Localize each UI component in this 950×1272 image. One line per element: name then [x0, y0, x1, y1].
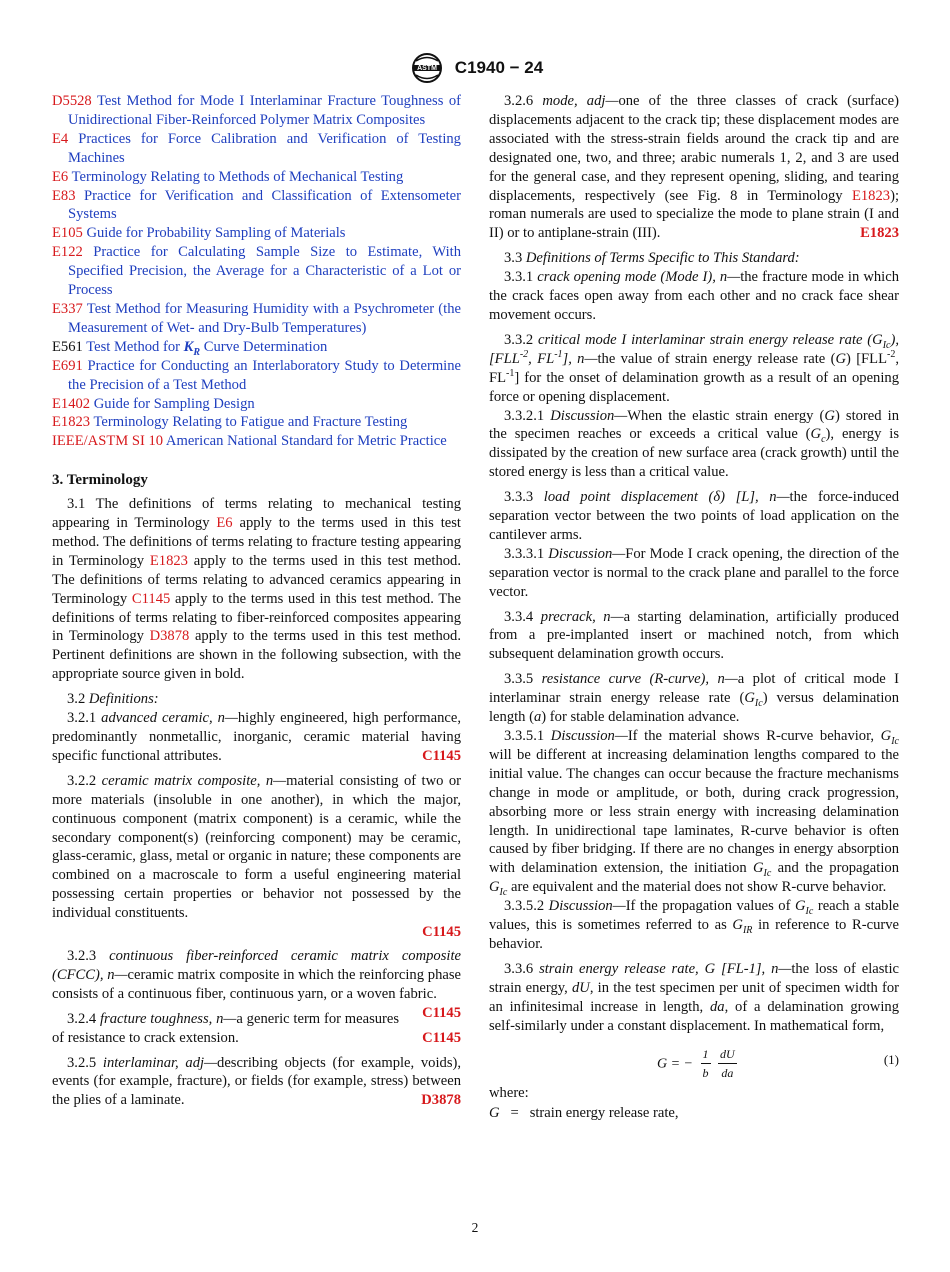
- reference-item[interactable]: [52, 92, 461, 130]
- reference-code[interactable]: E691: [52, 357, 83, 374]
- definition-3-3-2: 3.3.2 critical mode I interlaminar strain energy release rate $(G_{Ic})$, [$FLL^{-2}$, $FL^{-1}$], n—the value of strain energy release rate (G) [$FLL^{-2}$, $FL^{-1}$] for the onset of delamination growth as a result of an opening force or opening displacement.: [489, 331, 899, 405]
- reference-title[interactable]: Practice for Verification and Classification of Extensometer Systems: [68, 187, 461, 223]
- where-label: where:: [489, 1084, 529, 1101]
- source-code[interactable]: C1145: [422, 1029, 461, 1046]
- reference-title[interactable]: American National Standard for Metric Practice: [165, 433, 447, 450]
- reference-title[interactable]: Terminology Relating to Methods of Mechanical Testing: [71, 168, 404, 185]
- where-item: G = strain energy release rate,: [489, 1105, 679, 1122]
- term: strain energy release rate, G [FL-1], n—: [539, 960, 792, 977]
- discussion-3-3-3-1: 3.3.3.1 Discussion—For Mode I crack opening, the direction of the separation vector is normal to the crack plane and parallel to the force vector.: [489, 545, 899, 600]
- reference-code[interactable]: IEEE/ASTM SI 10: [52, 433, 164, 450]
- link-d3878[interactable]: D3878: [149, 628, 190, 645]
- discussion-3-3-5-2: 3.3.5.2 Discussion—If the propagation values of $G_{Ic}$ reach a stable values, this is sometimes referred to as $G_{IR}$ in reference to R-curve behavior.: [489, 898, 900, 952]
- term: fracture toughness, n—: [100, 1010, 237, 1027]
- source-code[interactable]: C1145: [422, 1004, 461, 1021]
- discussion-3-3-5-1: 3.3.5.1 Discussion—If the material shows R-curve behavior, $G_{Ic}$ will be different at increasing delamination lengths compared to the initial value. The changes can occur because the fracture mechanisms change in mode or amplitude, or both, during crack progression, absorbing more or less strain energy with increasing delamination length. In unidirectional tape laminates, R-curve behavior is often caused by fiber bridging. If there are no changes in energy absorption with delamination extension, the initiation $G_{Ic}$ and the propagation $G_{Ic}$ are equivalent and the material does not show R-curve behavior.: [489, 728, 899, 899]
- reference-title[interactable]: Test Method for Mode I Interlaminar Fracture Toughness of Unidirectional Fiber-Reinforced Polymer Matrix Composites: [68, 93, 462, 128]
- reference-item[interactable]: [52, 243, 461, 300]
- link-e6[interactable]: E6: [216, 515, 233, 532]
- definition-3-3-6: 3.3.6 strain energy release rate, G [FL-1], n—the loss of elastic strain energy, dU, in the test specimen per unit of specimen width for an infinitesimal increase in length, da, of a delamination growing self-similarly under a constant displacement. In mathematical form,: [489, 960, 899, 1034]
- reference-title[interactable]: Test Method for $K_R$ Curve Determination: [86, 338, 328, 358]
- term: interlaminar, adj—: [102, 1054, 218, 1071]
- term: continuous fiber-reinforced ceramic matrix composite (CFCC), n—: [52, 947, 461, 983]
- term: mode, adj—: [542, 93, 619, 109]
- reference-code[interactable]: E6: [52, 168, 69, 185]
- left-column: [52, 92, 461, 1110]
- source-code[interactable]: E1823: [860, 225, 899, 242]
- equation-body: G = − $\frac{1}{b}$ $\frac{dU}{da}$: [657, 1046, 735, 1081]
- definition-3-2-6: 3.2.6 mode, adj—one of the three classes of crack (surface) displacements adjacent to the crack tip; these displacement modes are associated with the stress-strain fields around the crack tip and are designated one, two, and three; arabic numerals 1, 2, and 3 are used for the general case, and they represent opening, sliding, and tearing displacements, respectively (see Fig. 8 in Terminology E1823); roman numerals are used to specialize the mode to plane strain (I and II) or to antiplane-strain (III). E1823: [489, 93, 899, 242]
- definition-3-2-3: 3.2.3 continuous fiber-reinforced ceramic matrix composite (CFCC), n—ceramic matrix composite in which the reinforcing phase consists of a continuous fiber, continuous yarn, or a woven fabric. C1145: [52, 947, 462, 1021]
- source-code[interactable]: C1145: [422, 747, 461, 764]
- reference-item[interactable]: [52, 130, 461, 168]
- reference-title[interactable]: Guide for Sampling Design: [93, 395, 255, 412]
- discussion-3-3-2-1: 3.3.2.1 Discussion—When the elastic strain energy (G) stored in the specimen reaches or exceeds a critical value $(G_c)$, energy is dissipated by the creation of new surface area (crack growth) until the stored energy is less than a critical value.: [489, 407, 899, 481]
- term: resistance curve (R-curve), n—: [541, 671, 738, 688]
- page-number: 2: [471, 1220, 479, 1235]
- reference-title[interactable]: Terminology Relating to Fatigue and Fracture Testing: [93, 414, 408, 431]
- reference-title[interactable]: Guide for Probability Sampling of Materials: [86, 225, 346, 242]
- document-id: C1940 − 24: [454, 58, 544, 77]
- reference-code[interactable]: E1402: [52, 395, 91, 412]
- reference-code[interactable]: E4: [52, 130, 69, 147]
- link-c1145[interactable]: C1145: [131, 590, 171, 607]
- reference-code[interactable]: E337: [52, 300, 83, 317]
- reference-code[interactable]: E83: [52, 187, 76, 204]
- term: ceramic matrix composite, n—: [101, 772, 287, 789]
- section-heading: 3. Terminology: [52, 472, 148, 489]
- reference-title[interactable]: Test Method for Measuring Humidity with a Psychrometer (the Measurement of Wet- and Dry-Bulb Temperatures): [68, 300, 461, 336]
- equation-1: [489, 1042, 899, 1082]
- reference-item[interactable]: [52, 357, 461, 395]
- reference-title[interactable]: Practice for Calculating Sample Size to Estimate, With Specified Precision, the Average for a Characteristic of a Lot or Process: [68, 244, 461, 299]
- link-e1823[interactable]: E1823: [149, 552, 188, 569]
- term: advanced ceramic, n—: [101, 710, 238, 727]
- definition-3-2-5: 3.2.5 interlaminar, adj—describing objects (for example, voids), events (for example, fracture), or fields (for example, stress) between the plies of a laminate. D3878: [52, 1054, 462, 1109]
- paragraph-3-2: 3.2 Definitions:: [67, 691, 159, 708]
- paragraph-3-1: 3.1 The definitions of terms relating to mechanical testing appearing in Terminology E6 apply to the terms used in this test method. The definitions of terms relating to fracture testing appearing in Terminology E1823 apply to the terms used in this test method. The definitions of terms relating to advanced ceramics appearing in Terminology C1145 apply to the terms used in this test method. The definitions of terms relating to fiber-reinforced composites appearing in Terminology D3878 apply to the terms used in this test method. Pertinent definitions are shown in the following subsection, with the appropriate source given in bold.: [52, 496, 462, 683]
- term: critical mode I interlaminar strain energy release rate $(G_{Ic})$, [$FLL^{-2}$, $FL^{-1}$], n—: [489, 331, 899, 367]
- reference-item[interactable]: [52, 338, 461, 357]
- reference-item[interactable]: [52, 413, 461, 432]
- equation-number: (1): [883, 1051, 899, 1067]
- page-header: [0, 52, 950, 84]
- reference-item[interactable]: [52, 224, 461, 243]
- reference-title[interactable]: Practices for Force Calibration and Verification of Testing Machines: [68, 130, 461, 166]
- reference-item[interactable]: [52, 168, 461, 187]
- definition-3-3-3: 3.3.3 load point displacement (δ) [L], n—the force-induced separation vector between the two points of load application on the cantilever arms.: [489, 489, 899, 543]
- reference-item[interactable]: [52, 300, 461, 338]
- reference-code[interactable]: E122: [52, 244, 83, 261]
- source-code[interactable]: C1145: [422, 924, 461, 941]
- astm-logo-icon: [407, 52, 447, 84]
- definition-3-2-1: 3.2.1 advanced ceramic, n—highly engineered, high performance, predominantly nonmetallic, inorganic, ceramic material having specific functional attributes. C1145: [52, 710, 461, 764]
- term: precrack, n—: [540, 608, 624, 625]
- reference-code[interactable]: E1823: [52, 414, 91, 431]
- reference-item[interactable]: [52, 187, 461, 225]
- reference-title[interactable]: Practice for Conducting an Interlaboratory Study to Determine the Precision of a Test Method: [68, 357, 462, 393]
- paragraph-3-3: 3.3 Definitions of Terms Specific to This Standard:: [504, 250, 800, 267]
- reference-code[interactable]: D5528: [52, 93, 92, 109]
- definition-3-2-4: 3.2.4 fracture toughness, n—a generic term for measures of resistance to crack extension. C1145: [52, 1010, 461, 1046]
- link-e1823[interactable]: E1823: [851, 187, 891, 204]
- term: crack opening mode (Mode I), n—: [537, 269, 741, 286]
- definition-3-3-5: 3.3.5 resistance curve (R-curve), n—a plot of critical mode I interlaminar strain energy release rate $(G_{Ic})$ versus delamination length (a) for stable delamination advance.: [489, 671, 900, 726]
- definition-3-2-2: 3.2.2 ceramic matrix composite, n—material consisting of two or more materials (insoluble in one another), in which the major, continuous component (matrix component) is a ceramic, while the secondary component(s) (reinforcing component) may be ceramic, glass-ceramic, glass, metal or organic in nature; these components are combined on a macroscale to form a useful engineering material possessing certain properties or behavior not possessed by the individual constituents.: [52, 772, 462, 922]
- source-code[interactable]: D3878: [421, 1092, 461, 1109]
- reference-code[interactable]: E105: [52, 225, 83, 242]
- reference-code: E561: [52, 338, 83, 355]
- svg-text:ASTM: ASTM: [416, 65, 437, 72]
- definition-3-3-1: 3.3.1 crack opening mode (Mode I), n—the fracture mode in which the crack faces open away from each other and no crack face shear movement occurs.: [489, 269, 899, 323]
- right-column: [489, 92, 899, 1123]
- reference-item[interactable]: [52, 432, 461, 451]
- definition-3-3-4: 3.3.4 precrack, n—a starting delamination, artificially produced from a pre-implanted insert or machined notch, from which subsequent delamination growth occurs.: [489, 608, 900, 663]
- reference-item[interactable]: [52, 395, 461, 414]
- term: load point displacement (δ) [L], n—: [543, 489, 790, 506]
